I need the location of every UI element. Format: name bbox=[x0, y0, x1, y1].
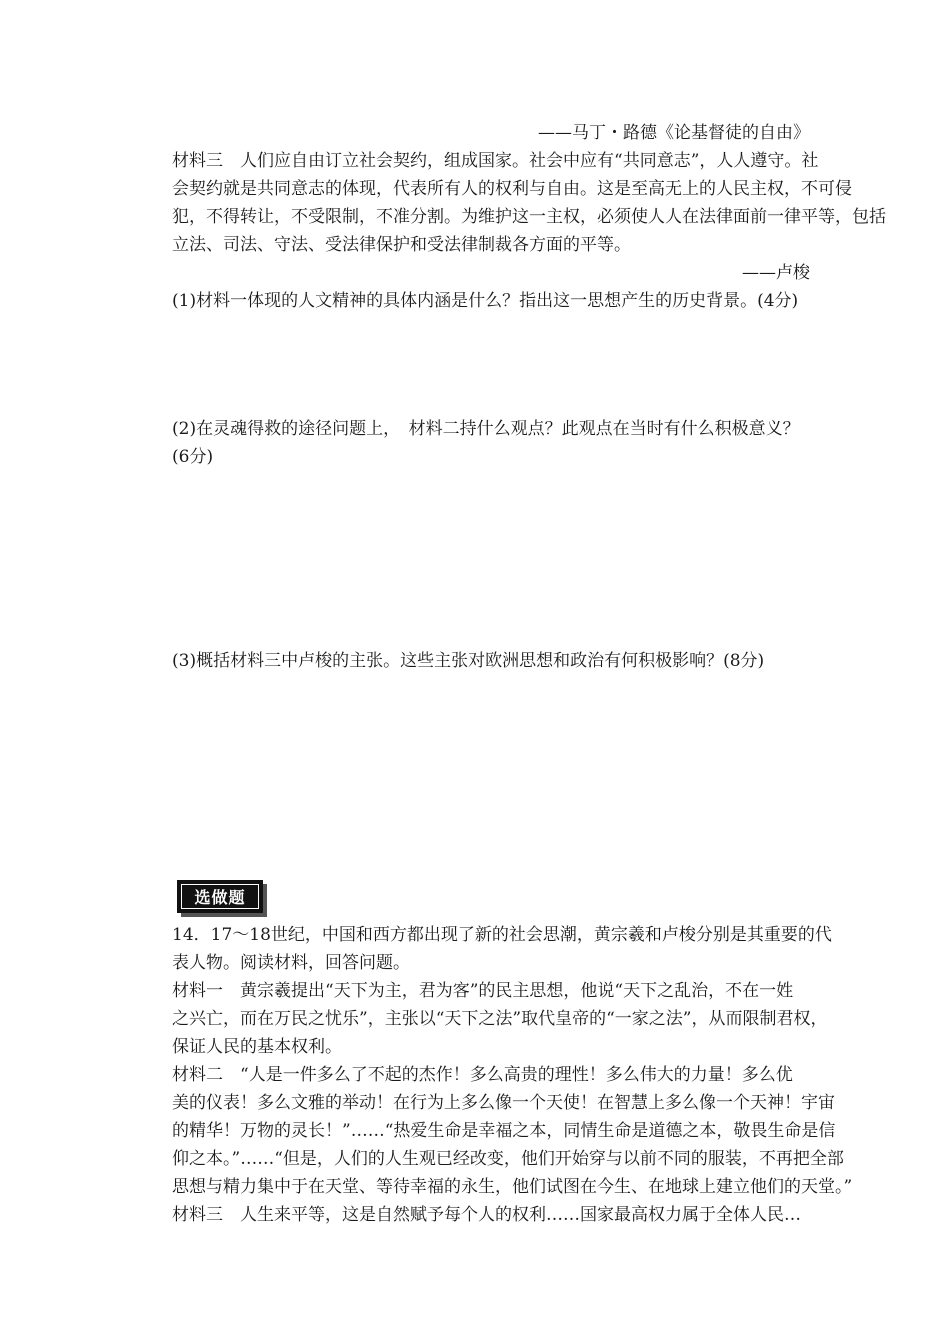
section-badge-label: 选做题 bbox=[194, 888, 246, 907]
q14-material1-line-2: 之兴亡，而在万民之忧乐”，主张以“天下之法”取代皇帝的“一家之法”，从而限制君权， bbox=[172, 1009, 828, 1029]
material3-line-4: 立法、司法、守法、受法律保护和受法律制裁各方面的平等。 bbox=[172, 235, 631, 255]
q14-intro-line-2: 表人物。阅读材料，回答问题。 bbox=[172, 953, 410, 973]
q14-material2-line-1: 材料二 “人是一件多么了不起的杰作！多么高贵的理性！多么伟大的力量！多么优 bbox=[172, 1065, 793, 1085]
quote-attribution-rousseau: ——卢梭 bbox=[742, 263, 810, 283]
question-2-line-1: (2)在灵魂得救的途径问题上， 材料二持什么观点？此观点在当时有什么积极意义？ bbox=[172, 419, 800, 439]
q14-material1-line-3: 保证人民的基本权利。 bbox=[172, 1037, 342, 1057]
q14-material2-line-3: 的精华！万物的灵长！”……“热爱生命是幸福之本，同情生命是道德之本，敬畏生命是信 bbox=[172, 1121, 836, 1141]
material3-line-1: 材料三 人们应自由订立社会契约，组成国家。社会中应有“共同意志”，人人遵守。社 bbox=[172, 151, 819, 171]
q14-material3-line-1: 材料三 人生来平等，这是自然赋予每个人的权利……国家最高权力属于全体人民… bbox=[172, 1205, 801, 1225]
question-2-line-2: (6分) bbox=[172, 447, 214, 467]
material3-line-2: 会契约就是共同意志的体现，代表所有人的权利与自由。这是至高无上的人民主权，不可侵 bbox=[172, 179, 852, 199]
question-1: (1)材料一体现的人文精神的具体内涵是什么？指出这一思想产生的历史背景。(4分) bbox=[172, 291, 799, 311]
material3-line-3: 犯，不得转让，不受限制，不准分割。为维护这一主权，必须使人人在法律面前一律平等，包括 bbox=[172, 207, 886, 227]
q14-material2-line-5: 思想与精力集中于在天堂、等待幸福的永生，他们试图在今生、在地球上建立他们的天堂。” bbox=[172, 1177, 853, 1197]
q14-material1-line-1: 材料一 黄宗羲提出“天下为主，君为客”的民主思想，他说“天下之乱治，不在一姓 bbox=[172, 981, 794, 1001]
q14-material2-line-2: 美的仪表！多么文雅的举动！在行为上多么像一个天使！在智慧上多么像一个天神！宇宙 bbox=[172, 1093, 835, 1113]
q14-intro-line-1: 14．17～18世纪，中国和西方都出现了新的社会思潮，黄宗羲和卢梭分别是其重要的代 bbox=[172, 925, 832, 945]
section-badge-elective bbox=[177, 880, 263, 913]
question-3: (3)概括材料三中卢梭的主张。这些主张对欧洲思想和政治有何积极影响？(8分) bbox=[172, 651, 765, 671]
quote-attribution-luther: ——马丁・路德《论基督徒的自由》 bbox=[538, 123, 810, 143]
q14-material2-line-4: 仰之本。”……“但是，人们的人生观已经改变，他们开始穿与以前不同的服装，不再把全部 bbox=[172, 1149, 844, 1169]
